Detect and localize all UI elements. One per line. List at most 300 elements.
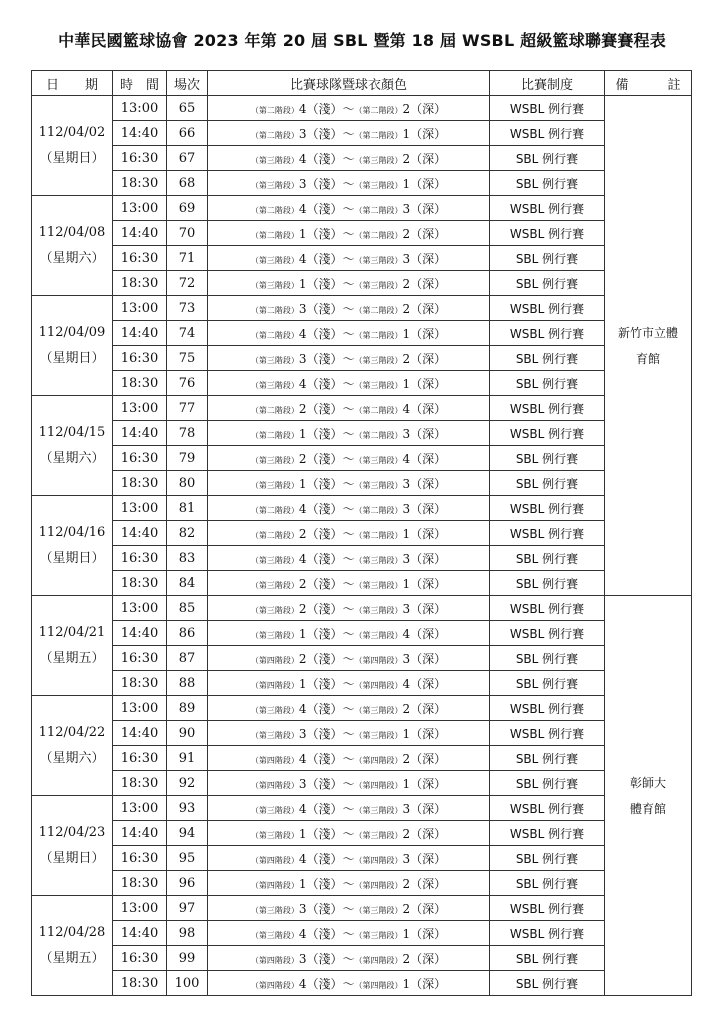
time-cell: 18:30 [113,771,167,796]
home-team-number: 4 [298,151,307,166]
dark-jersey-label: （深） [410,351,447,366]
home-team-number: 3 [298,126,307,141]
teams-cell [208,721,490,746]
time-cell: 18:30 [113,671,167,696]
dark-jersey-label: （深） [410,376,447,391]
light-jersey-label: （淺） [306,826,343,841]
format-cell: SBL 例行賽 [490,846,605,871]
home-team-number: 4 [298,751,307,766]
table-row [32,721,692,746]
dark-jersey-label: （深） [410,101,447,116]
table-row [32,646,692,671]
away-team-number: 2 [402,826,411,841]
home-team-number: 4 [298,701,307,716]
time-cell: 16:30 [113,346,167,371]
game-number-cell: 80 [167,471,208,496]
time-cell: 13:00 [113,696,167,721]
home-stage-label: （第二階段） [250,505,299,515]
table-row [32,421,692,446]
game-number-cell: 73 [167,296,208,321]
away-stage-label: （第二階段） [354,305,403,315]
format-cell: SBL 例行賽 [490,646,605,671]
format-cell: WSBL 例行賽 [490,821,605,846]
table-row [32,846,692,871]
away-team-number: 2 [402,226,411,241]
home-stage-label: （第三階段） [250,380,299,390]
format-cell: WSBL 例行賽 [490,96,605,121]
table-row [32,346,692,371]
home-team-number: 1 [298,226,307,241]
dark-jersey-label: （深） [410,626,447,641]
away-stage-label: （第三階段） [354,480,403,490]
versus-mark: ～ [342,476,355,491]
away-team-number: 2 [402,351,411,366]
away-stage-label: （第四階段） [354,680,403,690]
table-row [32,221,692,246]
light-jersey-label: （淺） [306,926,343,941]
versus-mark: ～ [342,501,355,516]
versus-mark: ～ [342,751,355,766]
dark-jersey-label: （深） [410,226,447,241]
table-row [32,121,692,146]
dark-jersey-label: （深） [410,451,447,466]
home-stage-label: （第三階段） [250,280,299,290]
versus-mark: ～ [342,301,355,316]
weekday-label: （星期日） [39,550,105,566]
dark-jersey-label: （深） [410,776,447,791]
game-number-cell: 89 [167,696,208,721]
away-stage-label: （第三階段） [354,455,403,465]
away-stage-label: （第三階段） [354,630,403,640]
time-cell: 16:30 [113,546,167,571]
light-jersey-label: （淺） [306,976,343,991]
format-cell: WSBL 例行賽 [490,621,605,646]
table-row [32,196,692,221]
dark-jersey-label: （深） [410,301,447,316]
home-stage-label: （第二階段） [250,430,299,440]
header-date: 日 期 [32,71,113,96]
home-stage-label: （第二階段） [250,530,299,540]
home-stage-label: （第四階段） [250,955,299,965]
home-stage-label: （第三階段） [250,905,299,915]
table-row [32,96,692,121]
versus-mark: ～ [342,676,355,691]
away-stage-label: （第二階段） [354,505,403,515]
light-jersey-label: （淺） [306,701,343,716]
home-team-number: 1 [298,626,307,641]
light-jersey-label: （淺） [306,276,343,291]
game-number-cell: 66 [167,121,208,146]
away-team-number: 3 [402,201,411,216]
away-stage-label: （第三階段） [354,930,403,940]
teams-cell [208,621,490,646]
header-remarks: 備 註 [605,71,692,96]
dark-jersey-label: （深） [410,876,447,891]
light-jersey-label: （淺） [306,876,343,891]
home-stage-label: （第二階段） [250,230,299,240]
venue-cell [605,96,692,596]
dark-jersey-label: （深） [410,476,447,491]
home-stage-label: （第二階段） [250,405,299,415]
game-number-cell: 67 [167,146,208,171]
game-number-cell: 91 [167,746,208,771]
light-jersey-label: （淺） [306,776,343,791]
time-cell: 13:00 [113,596,167,621]
teams-cell [208,771,490,796]
teams-cell [208,646,490,671]
format-cell: SBL 例行賽 [490,946,605,971]
teams-cell [208,96,490,121]
light-jersey-label: （淺） [306,351,343,366]
date-cell [32,696,113,796]
game-number-cell: 86 [167,621,208,646]
weekday-label: （星期五） [39,650,105,666]
teams-cell [208,421,490,446]
time-cell: 18:30 [113,871,167,896]
versus-mark: ～ [342,826,355,841]
teams-cell [208,596,490,621]
game-number-cell: 81 [167,496,208,521]
game-number-cell: 65 [167,96,208,121]
away-stage-label: （第二階段） [354,105,403,115]
light-jersey-label: （淺） [306,101,343,116]
home-team-number: 1 [298,826,307,841]
away-stage-label: （第四階段） [354,980,403,990]
away-team-number: 1 [402,576,411,591]
teams-cell [208,571,490,596]
game-number-cell: 88 [167,671,208,696]
table-row [32,296,692,321]
weekday-label: （星期日） [39,350,105,366]
home-team-number: 1 [298,676,307,691]
light-jersey-label: （淺） [306,201,343,216]
table-row [32,371,692,396]
away-team-number: 3 [402,601,411,616]
format-cell: WSBL 例行賽 [490,521,605,546]
light-jersey-label: （淺） [306,901,343,916]
teams-cell [208,846,490,871]
format-cell: WSBL 例行賽 [490,596,605,621]
teams-cell [208,171,490,196]
versus-mark: ～ [342,851,355,866]
dark-jersey-label: （深） [410,701,447,716]
date-cell [32,96,113,196]
versus-mark: ～ [342,976,355,991]
teams-cell [208,121,490,146]
away-stage-label: （第三階段） [354,180,403,190]
weekday-label: （星期六） [39,250,105,266]
away-stage-label: （第四階段） [354,880,403,890]
home-stage-label: （第二階段） [250,305,299,315]
home-team-number: 4 [298,501,307,516]
dark-jersey-label: （深） [410,601,447,616]
light-jersey-label: （淺） [306,451,343,466]
format-cell: SBL 例行賽 [490,271,605,296]
game-number-cell: 75 [167,346,208,371]
home-stage-label: （第三階段） [250,480,299,490]
weekday-label: （星期日） [39,850,105,866]
game-number-cell: 90 [167,721,208,746]
away-stage-label: （第二階段） [354,430,403,440]
table-row [32,546,692,571]
format-cell: SBL 例行賽 [490,471,605,496]
home-stage-label: （第四階段） [250,680,299,690]
home-team-number: 4 [298,926,307,941]
game-number-cell: 96 [167,871,208,896]
away-stage-label: （第三階段） [354,730,403,740]
table-row [32,471,692,496]
home-team-number: 3 [298,301,307,316]
versus-mark: ～ [342,726,355,741]
away-stage-label: （第四階段） [354,780,403,790]
versus-mark: ～ [342,451,355,466]
away-team-number: 2 [402,101,411,116]
date-label: 112/04/16 [38,524,106,540]
date-cell [32,496,113,596]
time-cell: 14:40 [113,221,167,246]
home-stage-label: （第四階段） [250,780,299,790]
versus-mark: ～ [342,226,355,241]
home-team-number: 3 [298,776,307,791]
away-team-number: 3 [402,476,411,491]
home-stage-label: （第四階段） [250,980,299,990]
teams-cell [208,671,490,696]
dark-jersey-label: （深） [410,901,447,916]
table-row [32,946,692,971]
teams-cell [208,946,490,971]
versus-mark: ～ [342,251,355,266]
home-team-number: 1 [298,476,307,491]
home-stage-label: （第三階段） [250,555,299,565]
venue-line-2: 體育館 [629,801,666,816]
light-jersey-label: （淺） [306,426,343,441]
light-jersey-label: （淺） [306,951,343,966]
light-jersey-label: （淺） [306,651,343,666]
dark-jersey-label: （深） [410,576,447,591]
format-cell: WSBL 例行賽 [490,696,605,721]
date-cell [32,196,113,296]
date-label: 112/04/09 [38,324,106,340]
teams-cell [208,321,490,346]
teams-cell [208,871,490,896]
versus-mark: ～ [342,151,355,166]
home-stage-label: （第三階段） [250,805,299,815]
teams-cell [208,271,490,296]
teams-cell [208,696,490,721]
versus-mark: ～ [342,776,355,791]
dark-jersey-label: （深） [410,926,447,941]
table-row [32,896,692,921]
format-cell: WSBL 例行賽 [490,296,605,321]
home-stage-label: （第三階段） [250,580,299,590]
versus-mark: ～ [342,801,355,816]
header-game-number: 場次 [167,71,208,96]
away-team-number: 3 [402,801,411,816]
light-jersey-label: （淺） [306,676,343,691]
teams-cell [208,246,490,271]
time-cell: 14:40 [113,921,167,946]
weekday-label: （星期五） [39,950,105,966]
versus-mark: ～ [342,126,355,141]
versus-mark: ～ [342,426,355,441]
table-row [32,571,692,596]
teams-cell [208,496,490,521]
versus-mark: ～ [342,926,355,941]
game-number-cell: 69 [167,196,208,221]
light-jersey-label: （淺） [306,526,343,541]
table-row [32,696,692,721]
table-row [32,771,692,796]
date-label: 112/04/28 [38,924,106,940]
away-team-number: 3 [402,551,411,566]
teams-cell [208,146,490,171]
away-team-number: 1 [402,526,411,541]
format-cell: WSBL 例行賽 [490,896,605,921]
away-stage-label: （第二階段） [354,230,403,240]
home-stage-label: （第三階段） [250,455,299,465]
teams-cell [208,796,490,821]
versus-mark: ～ [342,526,355,541]
time-cell: 13:00 [113,496,167,521]
weekday-label: （星期六） [39,450,105,466]
away-stage-label: （第四階段） [354,955,403,965]
table-row [32,796,692,821]
dark-jersey-label: （深） [410,726,447,741]
time-cell: 13:00 [113,396,167,421]
format-cell: WSBL 例行賽 [490,321,605,346]
versus-mark: ～ [342,401,355,416]
table-row [32,921,692,946]
home-stage-label: （第二階段） [250,105,299,115]
away-stage-label: （第三階段） [354,255,403,265]
away-team-number: 1 [402,126,411,141]
table-row [32,596,692,621]
home-team-number: 4 [298,326,307,341]
format-cell: WSBL 例行賽 [490,221,605,246]
time-cell: 16:30 [113,746,167,771]
date-cell [32,596,113,696]
time-cell: 14:40 [113,521,167,546]
away-team-number: 1 [402,376,411,391]
home-team-number: 4 [298,551,307,566]
home-team-number: 4 [298,976,307,991]
away-stage-label: （第三階段） [354,380,403,390]
light-jersey-label: （淺） [306,376,343,391]
time-cell: 13:00 [113,196,167,221]
format-cell: SBL 例行賽 [490,371,605,396]
format-cell: WSBL 例行賽 [490,496,605,521]
format-cell: SBL 例行賽 [490,971,605,996]
light-jersey-label: （淺） [306,301,343,316]
weekday-label: （星期日） [39,150,105,166]
home-team-number: 3 [298,726,307,741]
light-jersey-label: （淺） [306,726,343,741]
away-stage-label: （第四階段） [354,655,403,665]
format-cell: SBL 例行賽 [490,171,605,196]
light-jersey-label: （淺） [306,626,343,641]
versus-mark: ～ [342,551,355,566]
light-jersey-label: （淺） [306,851,343,866]
versus-mark: ～ [342,651,355,666]
light-jersey-label: （淺） [306,326,343,341]
format-cell: WSBL 例行賽 [490,121,605,146]
teams-cell [208,471,490,496]
header-time: 時 間 [113,71,167,96]
teams-cell [208,221,490,246]
game-number-cell: 100 [167,971,208,996]
time-cell: 18:30 [113,571,167,596]
dark-jersey-label: （深） [410,751,447,766]
versus-mark: ～ [342,351,355,366]
home-team-number: 2 [298,401,307,416]
away-team-number: 2 [402,151,411,166]
away-stage-label: （第三階段） [354,280,403,290]
away-team-number: 2 [402,901,411,916]
away-stage-label: （第二階段） [354,130,403,140]
date-label: 112/04/22 [38,724,106,740]
dark-jersey-label: （深） [410,326,447,341]
home-team-number: 3 [298,951,307,966]
home-team-number: 1 [298,426,307,441]
date-label: 112/04/15 [38,424,106,440]
dark-jersey-label: （深） [410,126,447,141]
away-team-number: 1 [402,726,411,741]
away-stage-label: （第二階段） [354,205,403,215]
light-jersey-label: （淺） [306,151,343,166]
date-cell [32,796,113,896]
header-teams: 比賽球隊暨球衣顏色 [208,71,490,96]
away-team-number: 3 [402,851,411,866]
light-jersey-label: （淺） [306,601,343,616]
time-cell: 13:00 [113,96,167,121]
home-stage-label: （第四階段） [250,655,299,665]
time-cell: 18:30 [113,971,167,996]
home-stage-label: （第二階段） [250,130,299,140]
time-cell: 16:30 [113,846,167,871]
away-team-number: 4 [402,451,411,466]
time-cell: 18:30 [113,471,167,496]
home-team-number: 2 [298,576,307,591]
venue-cell [605,596,692,996]
home-team-number: 1 [298,276,307,291]
dark-jersey-label: （深） [410,401,447,416]
home-team-number: 3 [298,176,307,191]
away-team-number: 4 [402,401,411,416]
away-stage-label: （第二階段） [354,330,403,340]
format-cell: WSBL 例行賽 [490,921,605,946]
home-team-number: 4 [298,851,307,866]
home-stage-label: （第二階段） [250,330,299,340]
away-team-number: 1 [402,776,411,791]
time-cell: 14:40 [113,821,167,846]
home-stage-label: （第三階段） [250,930,299,940]
away-team-number: 2 [402,951,411,966]
table-row [32,521,692,546]
home-team-number: 2 [298,651,307,666]
format-cell: SBL 例行賽 [490,771,605,796]
away-team-number: 1 [402,926,411,941]
home-stage-label: （第三階段） [250,255,299,265]
home-stage-label: （第四階段） [250,880,299,890]
time-cell: 18:30 [113,371,167,396]
format-cell: SBL 例行賽 [490,871,605,896]
time-cell: 13:00 [113,796,167,821]
versus-mark: ～ [342,626,355,641]
home-stage-label: （第三階段） [250,355,299,365]
dark-jersey-label: （深） [410,176,447,191]
table-row [32,971,692,996]
dark-jersey-label: （深） [410,551,447,566]
